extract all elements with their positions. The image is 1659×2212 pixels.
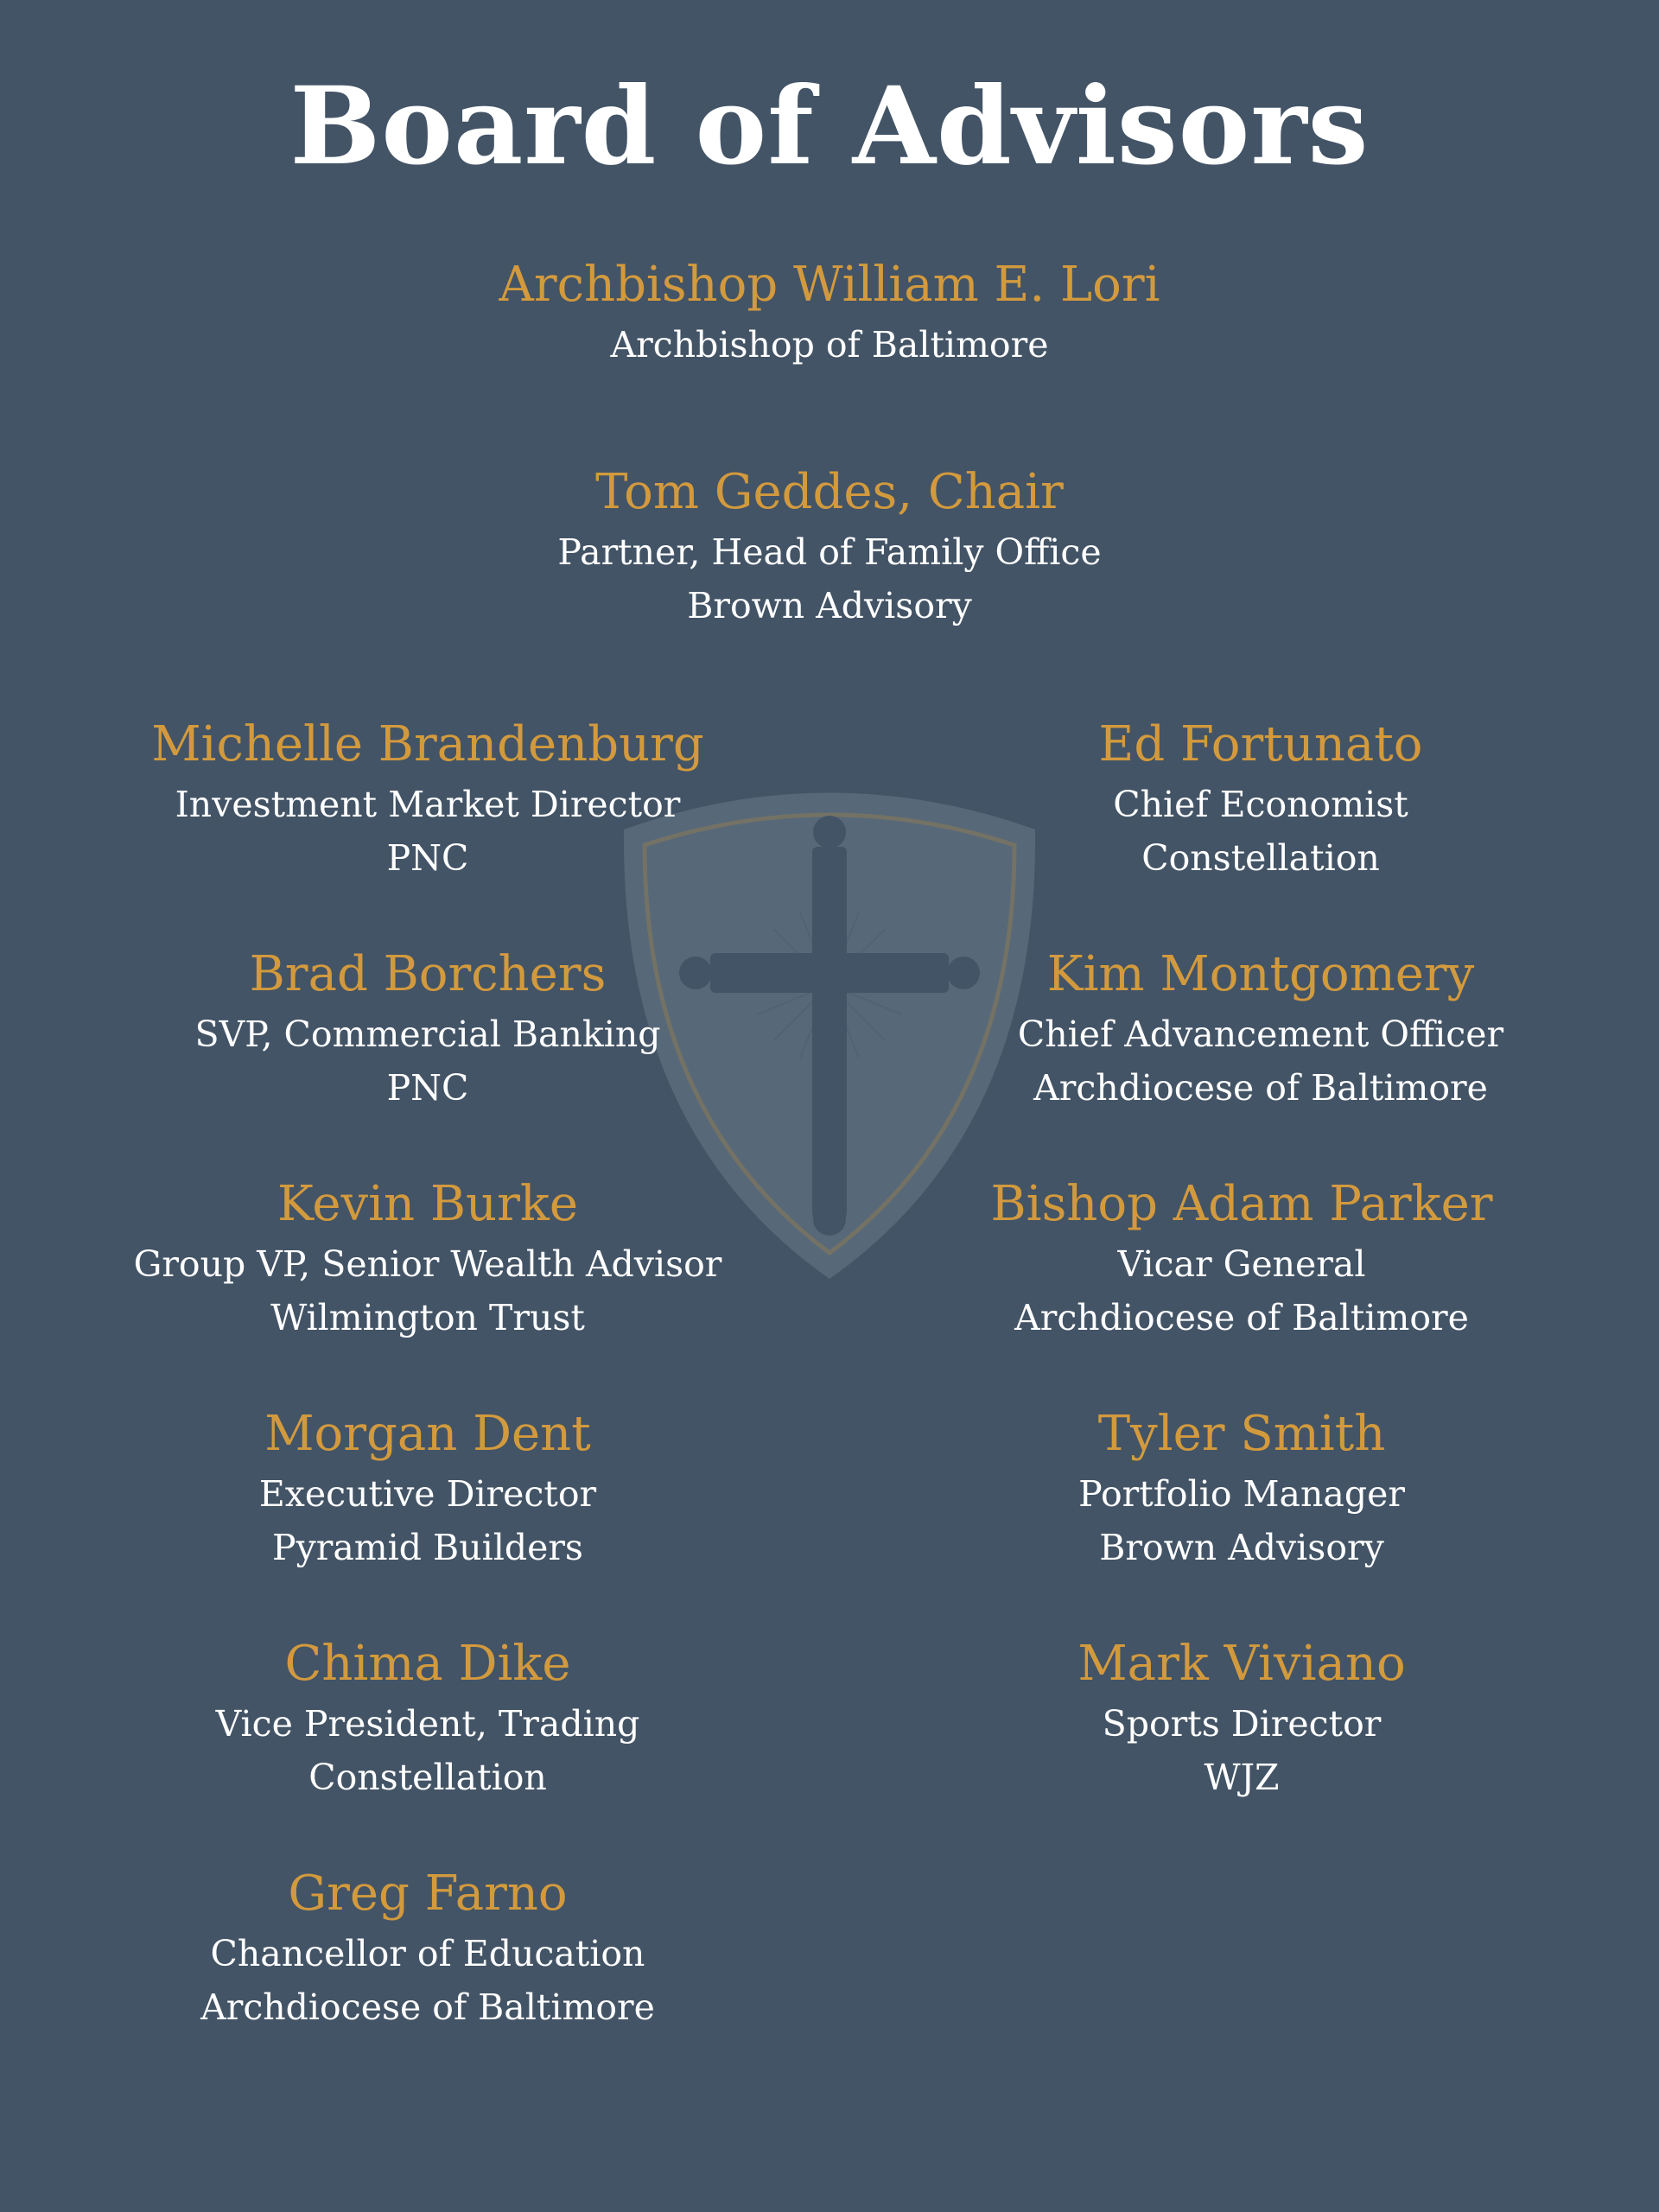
advisor-name: Archbishop William E. Lori <box>499 257 1160 313</box>
advisor-organization: PNC <box>386 1067 469 1109</box>
advisor-organization: Constellation <box>1141 837 1380 879</box>
advisor-title: Chancellor of Education <box>210 1933 645 1974</box>
advisor-title: Investment Market Director <box>175 784 681 825</box>
advisor-name: Kim Montgomery <box>1046 946 1475 1002</box>
advisor-title: Archbishop of Baltimore <box>610 324 1049 365</box>
advisor-title: Group VP, Senior Wealth Advisor <box>133 1243 722 1285</box>
advisor-title: Partner, Head of Family Office <box>557 531 1102 573</box>
left-column-entry <box>82 712 773 885</box>
advisor-name: Greg Farno <box>288 1866 568 1922</box>
advisor-title: Portfolio Manager <box>1078 1473 1405 1515</box>
left-column-entry <box>82 942 773 1115</box>
advisor-organization: Archdiocese of Baltimore <box>1014 1297 1469 1338</box>
right-column-entry <box>896 1172 1587 1344</box>
advisor-organization: Constellation <box>308 1757 547 1798</box>
left-column-entry <box>82 1402 773 1574</box>
advisor-name: Tom Geddes, Chair <box>595 464 1064 520</box>
advisor-name: Bishop Adam Parker <box>990 1176 1493 1232</box>
right-column-entry <box>896 1631 1587 1804</box>
advisor-title: Vice President, Trading <box>215 1703 640 1745</box>
advisor-title: Chief Advancement Officer <box>1017 1014 1504 1055</box>
advisor-organization: Brown Advisory <box>687 585 972 626</box>
left-column-entry <box>82 1172 773 1344</box>
left-column-entry <box>82 1861 773 2034</box>
featured-entry <box>484 252 1175 372</box>
advisor-title: Executive Director <box>258 1473 597 1515</box>
advisor-organization: Archdiocese of Baltimore <box>1033 1067 1488 1109</box>
advisor-title: SVP, Commercial Banking <box>194 1014 661 1055</box>
page-title: Board of Advisors <box>289 64 1370 189</box>
advisor-name: Brad Borchers <box>249 946 607 1002</box>
advisor-organization: Brown Advisory <box>1099 1527 1384 1568</box>
advisor-title: Sports Director <box>1102 1703 1382 1745</box>
advisor-name: Ed Fortunato <box>1098 716 1423 772</box>
advisor-organization: Archdiocese of Baltimore <box>200 1986 655 2028</box>
advisor-organization: Pyramid Builders <box>272 1527 583 1568</box>
left-column-entry <box>82 1631 773 1804</box>
advisor-name: Chima Dike <box>284 1636 571 1692</box>
advisor-name: Mark Viviano <box>1077 1636 1406 1692</box>
advisor-name: Kevin Burke <box>277 1176 578 1232</box>
advisor-name: Tyler Smith <box>1097 1406 1386 1462</box>
advisor-title: Chief Economist <box>1113 784 1408 825</box>
advisor-organization: PNC <box>386 837 469 879</box>
right-column-entry <box>915 942 1606 1115</box>
right-column-entry <box>896 1402 1587 1574</box>
right-column-entry <box>915 712 1606 885</box>
advisor-title: Vicar General <box>1117 1243 1366 1285</box>
featured-entry <box>484 460 1175 632</box>
advisor-organization: Wilmington Trust <box>270 1297 585 1338</box>
advisor-name: Morgan Dent <box>264 1406 591 1462</box>
advisor-name: Michelle Brandenburg <box>151 716 704 772</box>
advisor-organization: WJZ <box>1204 1757 1280 1798</box>
